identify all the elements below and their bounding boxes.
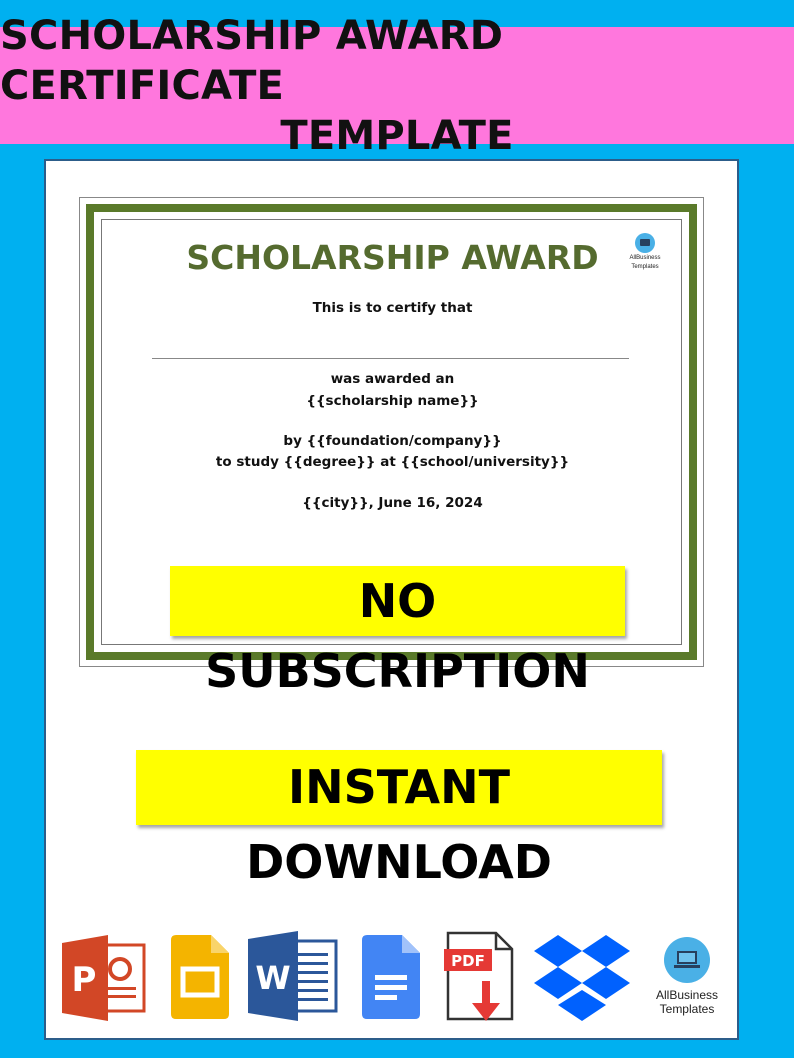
word-letter: W bbox=[255, 959, 291, 997]
scholarship-name: {{scholarship name}} bbox=[306, 393, 479, 409]
google-docs-icon bbox=[362, 935, 420, 1019]
pdf-icon bbox=[444, 931, 516, 1023]
city-date-text: {{city}}, June 16, 2024 bbox=[302, 495, 483, 511]
instant-download-badge: INSTANT DOWNLOAD bbox=[136, 750, 662, 825]
certificate-logo-line-2: Templates bbox=[631, 264, 659, 270]
brand-line-1: AllBusiness bbox=[655, 988, 719, 1002]
banner-title-line-2: TEMPLATE bbox=[280, 112, 514, 159]
laptop-logo-icon bbox=[664, 937, 710, 983]
study-text: to study {{degree}} at {{school/university}} bbox=[215, 454, 570, 470]
word-icon bbox=[248, 931, 340, 1023]
certificate-title: SCHOLARSHIP AWARD bbox=[186, 238, 599, 277]
recipient-name-line bbox=[152, 358, 629, 359]
file-format-icons bbox=[46, 931, 741, 1031]
certify-text: This is to certify that bbox=[312, 300, 473, 316]
dropbox-icon bbox=[534, 935, 630, 1021]
awarded-text: was awarded an bbox=[330, 371, 455, 387]
header-banner bbox=[0, 12, 794, 159]
banner-title-line-1: SCHOLARSHIP AWARD CERTIFICATE bbox=[0, 12, 504, 109]
document-preview bbox=[44, 159, 739, 1040]
brand-line-2: Templates bbox=[659, 1002, 715, 1016]
laptop-logo-icon bbox=[635, 233, 655, 253]
foundation-text: by {{foundation/company}} bbox=[283, 433, 502, 449]
powerpoint-icon bbox=[62, 935, 148, 1021]
google-slides-icon bbox=[171, 935, 229, 1019]
powerpoint-letter: P bbox=[71, 960, 97, 1000]
pdf-label: PDF bbox=[451, 952, 485, 970]
allbusiness-templates-logo bbox=[642, 937, 732, 1016]
no-subscription-badge: NO SUBSCRIPTION bbox=[170, 566, 625, 636]
certificate-logo bbox=[625, 233, 665, 271]
certificate-logo-line-1: AllBusiness bbox=[629, 255, 661, 261]
